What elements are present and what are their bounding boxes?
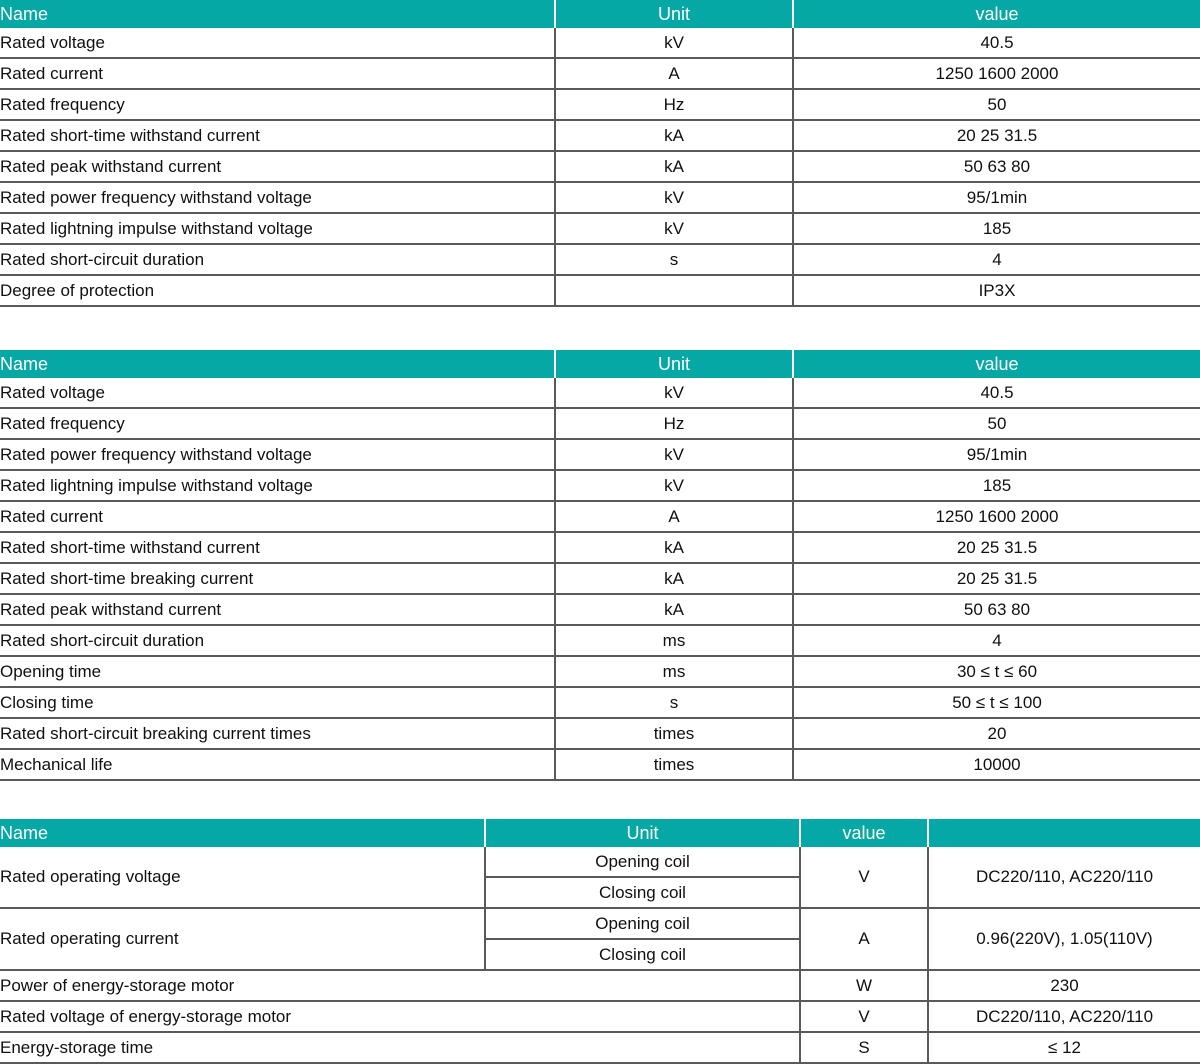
cell-name: Degree of protection [0, 275, 555, 306]
cell-value: 20 25 31.5 [793, 120, 1200, 151]
cell-name: Rated voltage of energy-storage motor [0, 1001, 800, 1032]
cell-unit: kA [555, 532, 793, 563]
cell-value: 50 63 80 [793, 151, 1200, 182]
cell-value: 40.5 [793, 28, 1200, 58]
cell-name: Rated voltage [0, 28, 555, 58]
cell-value: 1250 1600 2000 [793, 501, 1200, 532]
cell-unit: times [555, 749, 793, 780]
table-gap [0, 307, 1200, 350]
table-row [0, 594, 1200, 625]
table-row [0, 656, 1200, 687]
column-header-unit: Unit [555, 350, 793, 378]
cell-unit: Hz [555, 89, 793, 120]
cell-value: DC220/110, AC220/110 [928, 847, 1200, 908]
table-row [0, 532, 1200, 563]
cell-value: 40.5 [793, 378, 1200, 408]
cell-name: Rated frequency [0, 408, 555, 439]
table-1-body [0, 28, 1200, 307]
cell-name: Rated short-time withstand current [0, 120, 555, 151]
cell-name: Rated operating voltage [0, 847, 485, 908]
cell-name: Rated short-circuit duration [0, 244, 555, 275]
cell-name: Rated short-circuit breaking current times [0, 718, 555, 749]
cell-unit: kV [555, 439, 793, 470]
cell-name: Energy-storage time [0, 1032, 800, 1063]
column-header-name: Name [0, 350, 555, 378]
table-header-row [0, 0, 1200, 28]
cell-value: IP3X [793, 275, 1200, 306]
cell-value: 0.96(220V), 1.05(110V) [928, 908, 1200, 970]
table-row [0, 1001, 1200, 1032]
cell-value: 10000 [793, 749, 1200, 780]
cell-value: 20 25 31.5 [793, 532, 1200, 563]
cell-value: 4 [793, 244, 1200, 275]
cell-value: 50 ≤ t ≤ 100 [793, 687, 1200, 718]
cell-unit: kA [555, 151, 793, 182]
table-row [0, 908, 1200, 939]
cell-name: Rated lightning impulse withstand voltage [0, 213, 555, 244]
table-row [0, 563, 1200, 594]
cell-name: Rated short-time withstand current [0, 532, 555, 563]
table-row [0, 151, 1200, 182]
cell-unit: kV [555, 28, 793, 58]
cell-name: Rated power frequency withstand voltage [0, 439, 555, 470]
table-gap [0, 781, 1200, 819]
cell-value: 95/1min [793, 439, 1200, 470]
cell-unit: V [800, 847, 928, 908]
table-row [0, 28, 1200, 58]
table-row [0, 625, 1200, 656]
table-row [0, 244, 1200, 275]
cell-unit: kA [555, 594, 793, 625]
cell-unit: A [555, 501, 793, 532]
table-row [0, 120, 1200, 151]
cell-name: Opening time [0, 656, 555, 687]
column-header-value: value [793, 0, 1200, 28]
cell-unit: V [800, 1001, 928, 1032]
cell-name: Rated peak withstand current [0, 151, 555, 182]
cell-name: Rated power frequency withstand voltage [0, 182, 555, 213]
cell-unit: kV [555, 470, 793, 501]
cell-name: Rated operating current [0, 908, 485, 970]
column-header-unit: Unit [485, 819, 800, 847]
cell-sub-label-closing-coil: Closing coil [485, 939, 800, 970]
cell-unit [555, 275, 793, 306]
cell-value: 20 25 31.5 [793, 563, 1200, 594]
cell-sub-label-opening-coil: Opening coil [485, 847, 800, 877]
cell-unit: kV [555, 378, 793, 408]
cell-name: Closing time [0, 687, 555, 718]
table-row [0, 718, 1200, 749]
cell-value: 185 [793, 470, 1200, 501]
table-row [0, 182, 1200, 213]
cell-name: Rated short-time breaking current [0, 563, 555, 594]
cell-value: 20 [793, 718, 1200, 749]
cell-unit: ms [555, 656, 793, 687]
cell-name: Rated peak withstand current [0, 594, 555, 625]
table-row [0, 58, 1200, 89]
cell-sub-label-opening-coil: Opening coil [485, 908, 800, 939]
cell-name: Power of energy-storage motor [0, 970, 800, 1001]
table-row [0, 213, 1200, 244]
column-header-unit: Unit [555, 0, 793, 28]
table-row [0, 275, 1200, 306]
cell-value: 95/1min [793, 182, 1200, 213]
table-header-row [0, 819, 1200, 847]
table-switchgear-general-parameters [0, 0, 1200, 307]
column-header-blank [928, 819, 1200, 847]
table-1-header [0, 0, 1200, 28]
cell-value: 4 [793, 625, 1200, 656]
table-circuit-breaker-parameters [0, 350, 1200, 781]
column-header-value: value [793, 350, 1200, 378]
cell-value: 50 63 80 [793, 594, 1200, 625]
cell-name: Rated frequency [0, 89, 555, 120]
cell-value: ≤ 12 [928, 1032, 1200, 1063]
table-3-body [0, 847, 1200, 1064]
table-row [0, 501, 1200, 532]
table-row [0, 470, 1200, 501]
table-row [0, 439, 1200, 470]
table-row [0, 1032, 1200, 1063]
cell-sub-label-closing-coil: Closing coil [485, 877, 800, 908]
column-header-name: Name [0, 0, 555, 28]
cell-unit: kV [555, 213, 793, 244]
column-header-value: value [800, 819, 928, 847]
cell-unit: s [555, 687, 793, 718]
cell-value: 185 [793, 213, 1200, 244]
table-row [0, 408, 1200, 439]
cell-name: Rated lightning impulse withstand voltage [0, 470, 555, 501]
cell-value: 30 ≤ t ≤ 60 [793, 656, 1200, 687]
table-row [0, 89, 1200, 120]
cell-value: 1250 1600 2000 [793, 58, 1200, 89]
table-header-row [0, 350, 1200, 378]
table-operating-mechanism-parameters [0, 819, 1200, 1064]
cell-unit: A [800, 908, 928, 970]
table-row [0, 970, 1200, 1001]
table-2-header [0, 350, 1200, 378]
cell-value: 230 [928, 970, 1200, 1001]
cell-name: Rated current [0, 58, 555, 89]
table-row [0, 378, 1200, 408]
cell-name: Rated voltage [0, 378, 555, 408]
table-3-header [0, 819, 1200, 847]
cell-unit: kV [555, 182, 793, 213]
cell-unit: A [555, 58, 793, 89]
cell-value: 50 [793, 408, 1200, 439]
table-2-body [0, 378, 1200, 781]
cell-unit: ms [555, 625, 793, 656]
cell-name: Rated current [0, 501, 555, 532]
cell-unit: s [555, 244, 793, 275]
cell-unit: kA [555, 563, 793, 594]
cell-unit: Hz [555, 408, 793, 439]
table-row [0, 847, 1200, 877]
cell-unit: W [800, 970, 928, 1001]
cell-name: Rated short-circuit duration [0, 625, 555, 656]
table-row [0, 749, 1200, 780]
cell-value: DC220/110, AC220/110 [928, 1001, 1200, 1032]
cell-name: Mechanical life [0, 749, 555, 780]
table-row [0, 687, 1200, 718]
cell-value: 50 [793, 89, 1200, 120]
cell-unit: S [800, 1032, 928, 1063]
cell-unit: times [555, 718, 793, 749]
cell-unit: kA [555, 120, 793, 151]
column-header-name: Name [0, 819, 485, 847]
